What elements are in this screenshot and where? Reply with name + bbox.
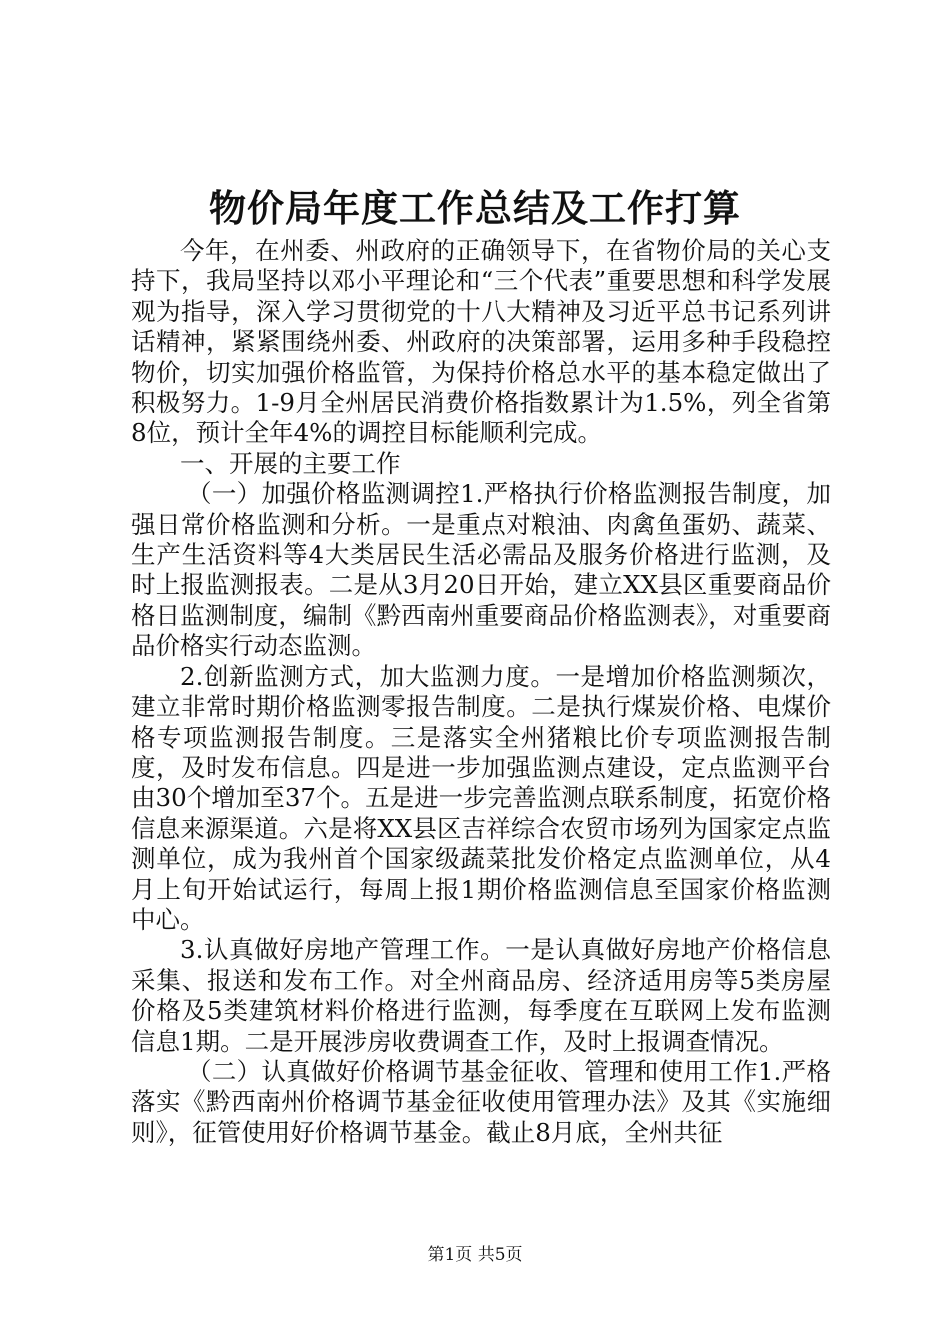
paragraph-item-2: 2.创新监测方式，加大监测力度。一是增加价格监测频次，建立非常时期价格监测零报告制度。二是执行煤炭价格、电煤价格专项监测报告制度。三是落实全州猪粮比价专项监测报告制度，及时发布信息。四是进一步加强监测点建设，定点监测平台由30个增加至37个。五是进一步完善监测点联系制度，拓宽价格信息来源渠道。六是将XX县区吉祥综合农贸市场列为国家定点监测单位，成为我州首个国家级蔬菜批发价格定点监测单位，从4月上旬开始试运行，每周上报1期价格监测信息至国家价格监测中心。 <box>131 661 831 934</box>
document-title: 物价局年度工作总结及工作打算 <box>209 186 741 230</box>
paragraph-subsection-1: （一）加强价格监测调控1.严格执行价格监测报告制度，加强日常价格监测和分析。一是重点对粮油、肉禽鱼蛋奶、蔬菜、生产生活资料等4大类居民生活必需品及服务价格进行监测，及时上报监测报表。二是从3月20日开始，建立XX县区重要商品价格日监测制度，编制《黔西南州重要商品价格监测表》，对重要商品价格实行动态监测。 <box>131 479 831 661</box>
paragraph-intro: 今年，在州委、州政府的正确领导下，在省物价局的关心支持下，我局坚持以邓小平理论和“三个代表”重要思想和科学发展观为指导，深入学习贯彻党的十八大精神及习近平总书记系列讲话精神，紧紧围绕州委、州政府的决策部署，运用多种手段稳控物价，切实加强价格监管，为保持价格总水平的基本稳定做出了积极努力。1-9月全州居民消费价格指数累计为1.5%，列全省第8位，预计全年4%的调控目标能顺利完成。 <box>131 236 831 448</box>
document-body <box>131 236 831 1148</box>
page-indicator: 第1页 共5页 <box>427 1245 523 1265</box>
section-heading: 一、开展的主要工作 <box>180 448 401 478</box>
paragraph-item-3: 3.认真做好房地产管理工作。一是认真做好房地产价格信息采集、报送和发布工作。对全州商品房、经济适用房等5类房屋价格及5类建筑材料价格进行监测，每季度在互联网上发布监测信息1期。二是开展涉房收费调查工作，及时上报调查情况。 <box>131 935 831 1056</box>
paragraph-subsection-2: （二）认真做好价格调节基金征收、管理和使用工作1.严格落实《黔西南州价格调节基金征收使用管理办法》及其《实施细则》，征管使用好价格调节基金。截止8月底，全州共征 <box>131 1056 831 1147</box>
